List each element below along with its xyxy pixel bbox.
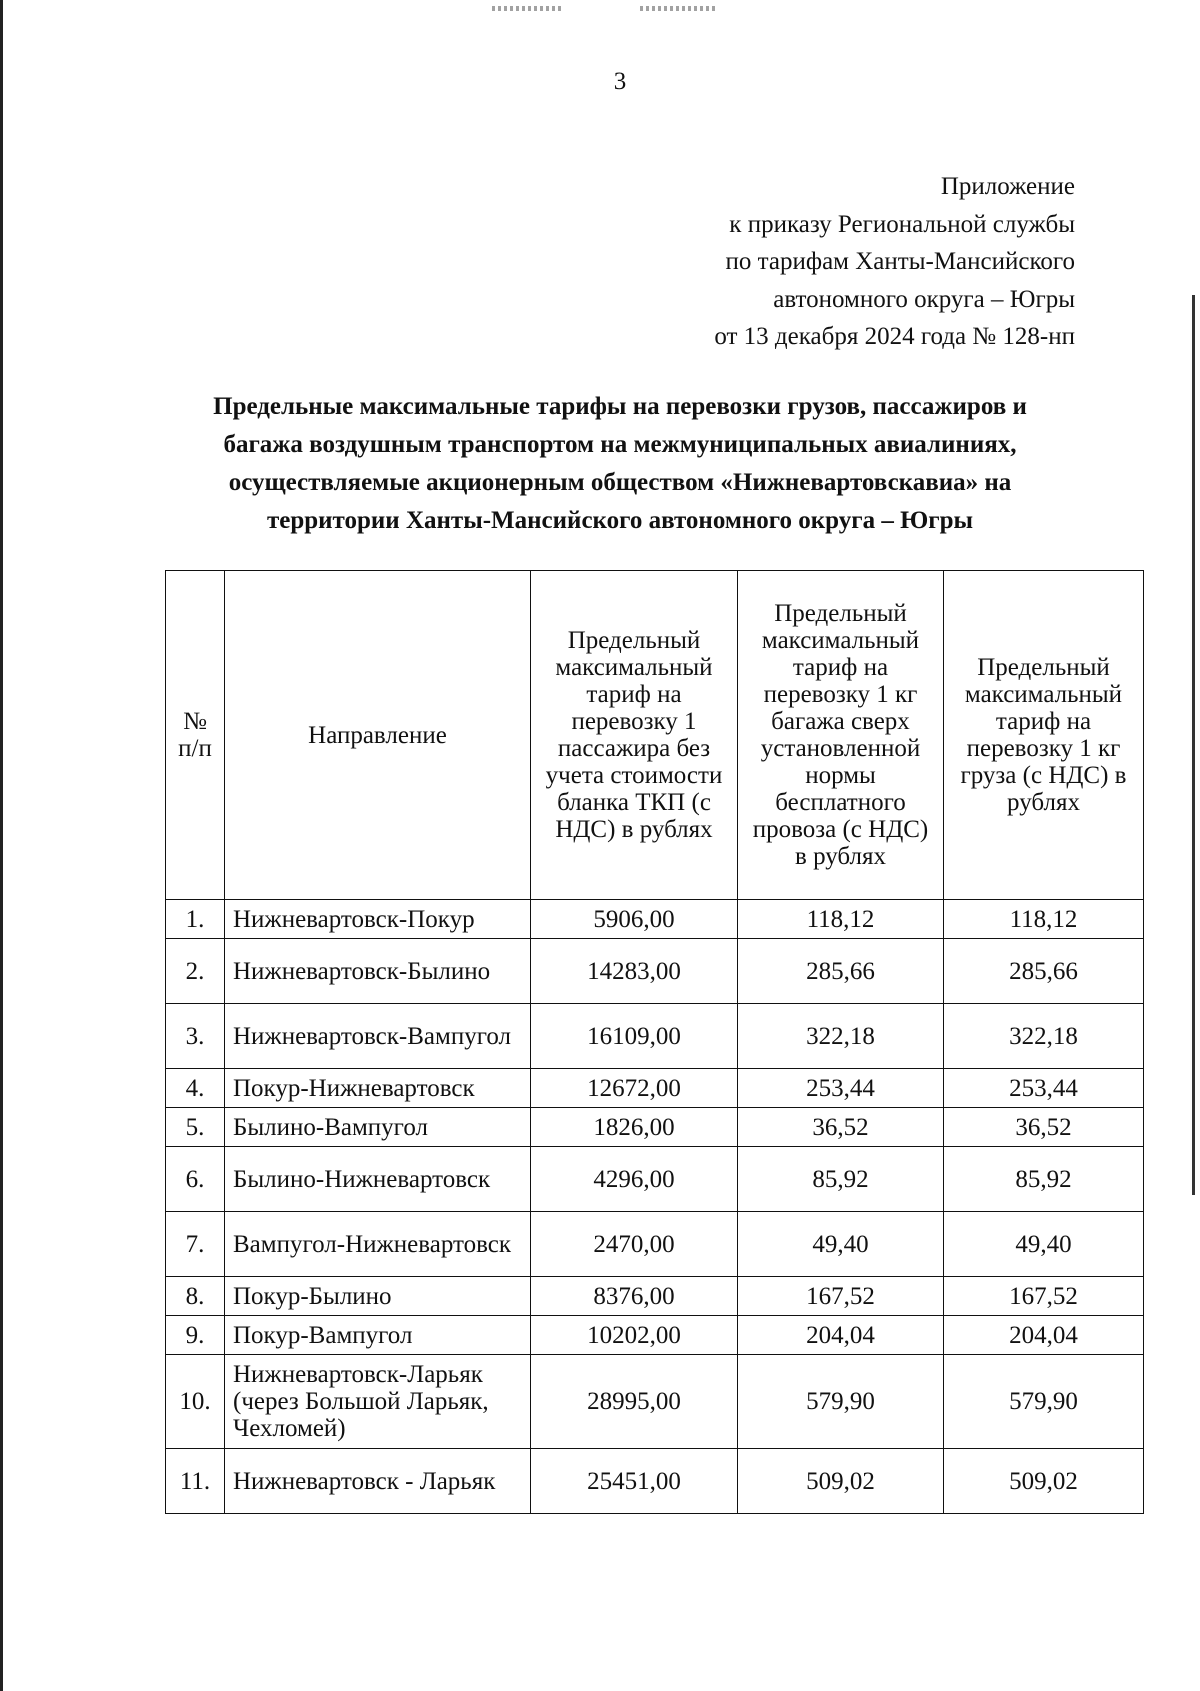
row-baggage-tariff: 118,12 [738, 900, 944, 939]
row-passenger-tariff: 1826,00 [531, 1108, 738, 1147]
row-passenger-tariff: 2470,00 [531, 1212, 738, 1277]
row-baggage-tariff: 285,66 [738, 939, 944, 1004]
row-cargo-tariff: 167,52 [944, 1277, 1144, 1316]
row-passenger-tariff: 14283,00 [531, 939, 738, 1004]
table-row [166, 1069, 1144, 1108]
scan-noise-left [492, 6, 562, 11]
row-num: 5. [166, 1108, 225, 1147]
table-row [166, 1277, 1144, 1316]
title-line: территории Ханты-Мансийского автономного округа – Югры [266, 507, 974, 534]
row-cargo-tariff: 579,90 [944, 1355, 1144, 1449]
row-cargo-tariff: 204,04 [944, 1316, 1144, 1355]
row-route: Былино-Нижневартовск [225, 1147, 531, 1212]
row-num: 10. [166, 1355, 225, 1449]
row-route: Нижневартовск-Вампугол [225, 1004, 531, 1069]
row-baggage-tariff: 253,44 [738, 1069, 944, 1108]
row-route: Нижневартовск-Ларьяк (через Большой Ларьяк, Чехломей) [225, 1355, 531, 1449]
appendix-line: Приложение [940, 173, 1075, 200]
row-cargo-tariff: 85,92 [944, 1147, 1144, 1212]
row-cargo-tariff: 118,12 [944, 900, 1144, 939]
row-route: Былино-Вампугол [225, 1108, 531, 1147]
row-passenger-tariff: 12672,00 [531, 1069, 738, 1108]
scan-noise-right [640, 6, 715, 11]
row-cargo-tariff: 36,52 [944, 1108, 1144, 1147]
row-num: 7. [166, 1212, 225, 1277]
row-passenger-tariff: 25451,00 [531, 1449, 738, 1514]
scan-right-mark [1192, 295, 1195, 1195]
row-num: 1. [166, 900, 225, 939]
title-line: багажа воздушным транспортом на межмуниципальных авиалиниях, [223, 431, 1017, 458]
row-baggage-tariff: 322,18 [738, 1004, 944, 1069]
row-baggage-tariff: 85,92 [738, 1147, 944, 1212]
row-passenger-tariff: 5906,00 [531, 900, 738, 939]
row-route: Покур-Нижневартовск [225, 1069, 531, 1108]
table-row [166, 1147, 1144, 1212]
row-num: 4. [166, 1069, 225, 1108]
table-row [166, 1449, 1144, 1514]
header-cargo-tariff: Предельный максимальный тариф на перевозку 1 кг груза (с НДС) в рублях [944, 571, 1144, 900]
table-row [166, 939, 1144, 1004]
header-route: Направление [225, 571, 531, 900]
title-line: осуществляемые акционерным обществом «Нижневартовскавиа» на [228, 469, 1012, 496]
row-route: Нижневартовск-Покур [225, 900, 531, 939]
row-passenger-tariff: 8376,00 [531, 1277, 738, 1316]
header-passenger-tariff: Предельный максимальный тариф на перевозку 1 пассажира без учета стоимости бланка ТКП (с НДС) в рублях [531, 571, 738, 900]
row-num: 8. [166, 1277, 225, 1316]
table-row [166, 1212, 1144, 1277]
row-cargo-tariff: 285,66 [944, 939, 1144, 1004]
document-title [150, 388, 1090, 540]
table-row [166, 1355, 1144, 1449]
header-baggage-tariff: Предельный максимальный тариф на перевозку 1 кг багажа сверх установленной нормы бесплатного провоза (с НДС) в рублях [738, 571, 944, 900]
row-passenger-tariff: 10202,00 [531, 1316, 738, 1355]
row-baggage-tariff: 509,02 [738, 1449, 944, 1514]
row-cargo-tariff: 49,40 [944, 1212, 1144, 1277]
row-cargo-tariff: 509,02 [944, 1449, 1144, 1514]
header-num: № п/п [166, 571, 225, 900]
appendix-line: от 13 декабря 2024 года № 128-нп [714, 323, 1075, 350]
scan-left-edge [0, 0, 3, 1691]
row-baggage-tariff: 579,90 [738, 1355, 944, 1449]
row-passenger-tariff: 16109,00 [531, 1004, 738, 1069]
row-cargo-tariff: 253,44 [944, 1069, 1144, 1108]
row-baggage-tariff: 167,52 [738, 1277, 944, 1316]
appendix-line: по тарифам Ханты-Мансийского [725, 248, 1075, 275]
appendix-line: автономного округа – Югры [773, 285, 1075, 313]
row-route: Вампугол-Нижневартовск [225, 1212, 531, 1277]
appendix-line: к приказу Региональной службы [729, 210, 1075, 238]
row-route: Покур-Вампугол [225, 1316, 531, 1355]
table-header-row [166, 571, 1144, 900]
tariff-table [165, 570, 1144, 1514]
row-baggage-tariff: 49,40 [738, 1212, 944, 1277]
appendix-block [714, 168, 1075, 356]
table-row [166, 1004, 1144, 1069]
row-num: 11. [166, 1449, 225, 1514]
row-passenger-tariff: 28995,00 [531, 1355, 738, 1449]
table-row [166, 1108, 1144, 1147]
row-passenger-tariff: 4296,00 [531, 1147, 738, 1212]
title-line: Предельные максимальные тарифы на перевозки грузов, пассажиров и [213, 393, 1027, 420]
row-num: 3. [166, 1004, 225, 1069]
table-row [166, 900, 1144, 939]
row-baggage-tariff: 36,52 [738, 1108, 944, 1147]
row-route: Покур-Былино [225, 1277, 531, 1316]
table-row [166, 1316, 1144, 1355]
page-number: 3 [613, 68, 627, 95]
row-route: Нижневартовск - Ларьяк [225, 1449, 531, 1514]
row-cargo-tariff: 322,18 [944, 1004, 1144, 1069]
row-route: Нижневартовск-Былино [225, 939, 531, 1004]
row-baggage-tariff: 204,04 [738, 1316, 944, 1355]
row-num: 6. [166, 1147, 225, 1212]
row-num: 9. [166, 1316, 225, 1355]
row-num: 2. [166, 939, 225, 1004]
